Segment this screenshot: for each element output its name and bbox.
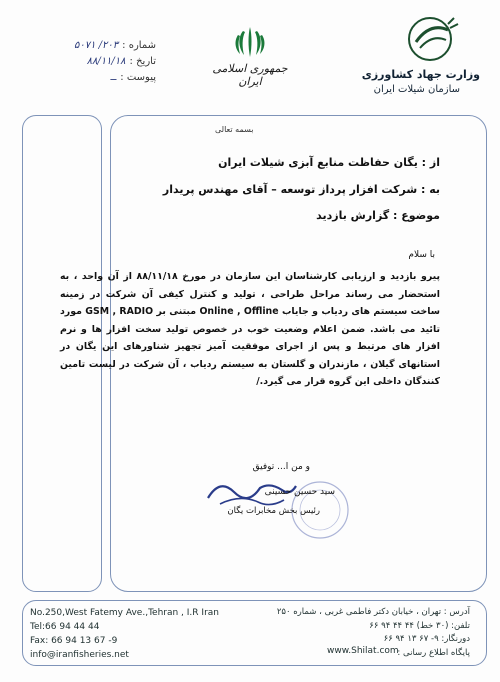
ministry-name: وزارت جهاد کشاورزی bbox=[361, 68, 480, 81]
letter-body: پیرو بازدید و ارزیابی کارشناسان این سازمان در مورخ ۸۸/۱۱/۱۸ از آن واحد ، به استحضار می رساند مراحل طراحی ، تولید و کنترل کیفی آن شرکت در زمینه ساخت سیستم های ردیاب و جایاب Online , Offline مبتنی بر GSM , RADIO مورد تائید می باشد. ضمن اعلام وضعیت خوب در خصوص تولید سخت افزار ها و نرم افزار های مرتبط و پس از اجرای موفقیت آمیز تجهیز شناورهای این یگان در استانهای گیلان ، مازندران و گلستان به سیستم ردیاب ، آن شرکت در لیست تامین کنندگان داخلی این گروه قرار می گیرد./ bbox=[60, 271, 440, 387]
footer-fa-fax: دورنگار: ۹- ۶۷ ۱۳ ۹۴ ۶۶ bbox=[383, 634, 470, 644]
organization-name: سازمان شیلات ایران bbox=[373, 84, 460, 95]
footer-en-email[interactable]: info@iranfisheries.net bbox=[30, 650, 129, 660]
signer-name: سید حسین حسینی bbox=[264, 487, 335, 497]
footer-english bbox=[30, 606, 219, 662]
footer-fa-address: آدرس : تهران ، خیابان دکتر فاطمی غربی ، شماره ۲۵۰ bbox=[276, 607, 470, 617]
footer-en-address: No.250,West Fatemy Ave.,Tehran , I.R Iran bbox=[30, 608, 219, 618]
iran-emblem-icon bbox=[232, 25, 268, 59]
footer-website-link[interactable]: www.Shilat.com bbox=[327, 646, 399, 656]
letter-recipient: به : شرکت افزار پرداز توسعه – آقای مهندس پریدار bbox=[162, 183, 440, 196]
footer-en-fax: Fax: 66 94 13 67 -9 bbox=[30, 636, 118, 646]
letter-meta bbox=[38, 38, 156, 86]
meta-date: تاریخ : ۸۸/۱۱/۱۸ bbox=[86, 56, 156, 67]
emblem-caption: جمهوری اسلامی ایران bbox=[212, 62, 288, 88]
jahad-logo-icon bbox=[408, 14, 462, 64]
footer-en-tel: Tel:66 94 44 44 bbox=[30, 622, 100, 632]
letter-subject: موضوع : گزارش بازدید bbox=[316, 209, 440, 222]
footer-fa-web-label: پایگاه اطلاع رسانی : bbox=[397, 647, 470, 658]
meta-attachment: پیوست : ــ bbox=[110, 72, 156, 83]
signer-title: رئیس بخش مخابرات یگان bbox=[227, 506, 320, 516]
letter-greeting: با سلام bbox=[408, 250, 435, 260]
meta-number: شماره : ۲۰۳/ ۵۰۷۱ bbox=[74, 40, 156, 51]
letter-closing: و من ا... توفیق bbox=[252, 462, 310, 472]
footer-fa-tel: تلفن: (۳۰ خط) ۴۴ ۴۴ ۹۴ ۶۶ bbox=[369, 620, 470, 631]
letter-from: از : یگان حفاظت منابع آبزی شیلات ایران bbox=[218, 156, 440, 169]
bismillah: بسمه تعالی bbox=[215, 125, 254, 134]
